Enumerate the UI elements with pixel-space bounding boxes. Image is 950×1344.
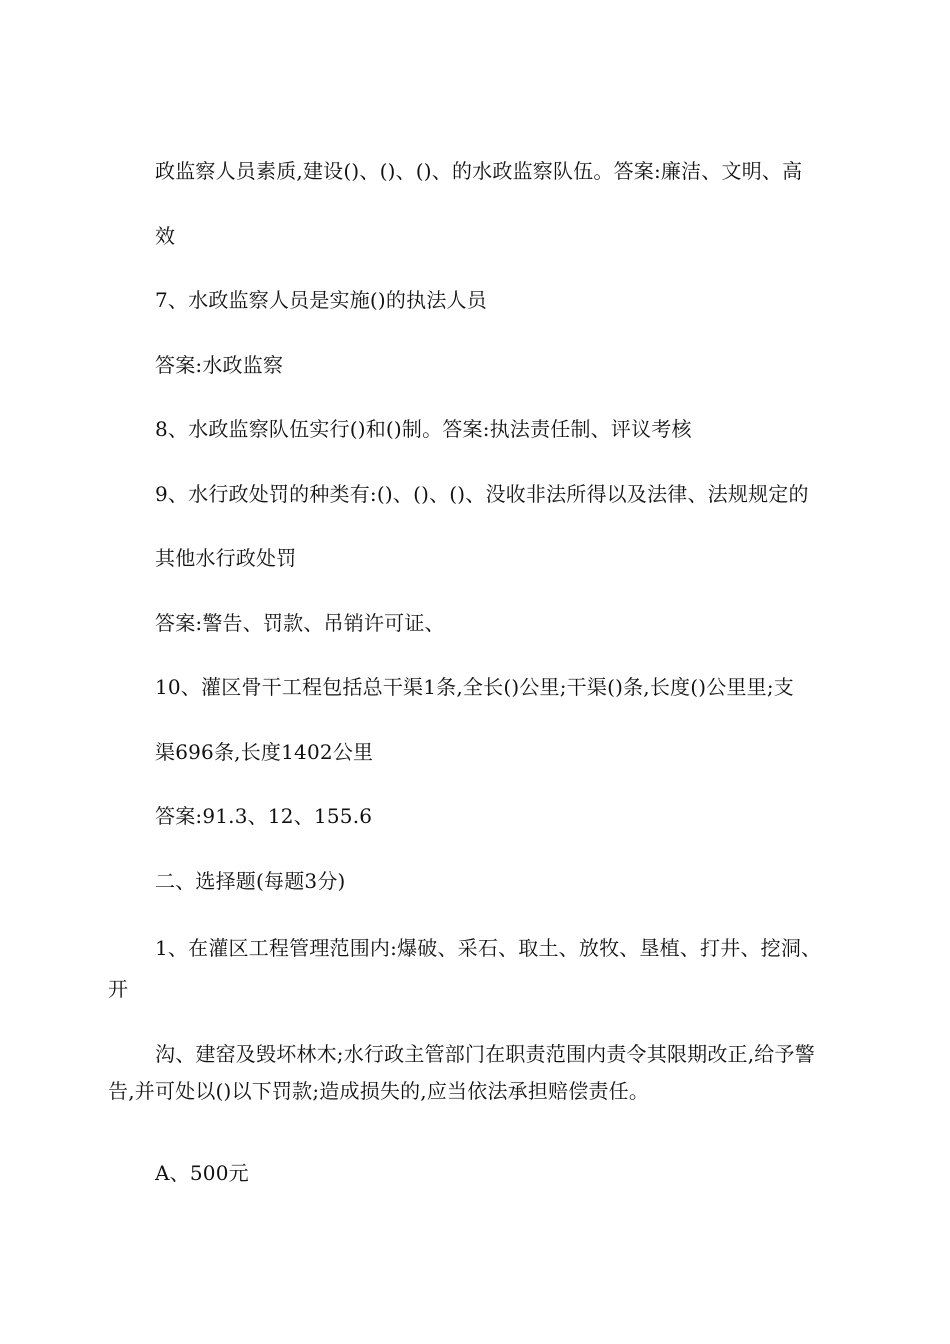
- text-line: 政监察人员素质,建设()、()、()、的水政监察队伍。答案:廉洁、文明、高: [155, 159, 803, 183]
- text-line: 渠696条,长度1402公里: [155, 740, 374, 764]
- answer-7: 答案:水政监察: [155, 353, 284, 377]
- text-line: 告,并可处以()以下罚款;造成损失的,应当依法承担赔偿责任。: [108, 1079, 650, 1103]
- text-line: 效: [155, 224, 176, 248]
- question-8: 8、水政监察队伍实行()和()制。答案:执法责任制、评议考核: [155, 417, 692, 441]
- section-heading: 二、选择题(每题3分): [155, 869, 346, 893]
- text-line: 沟、建窑及毁坏林木;水行政主管部门在职责范围内责令其限期改正,给予警: [155, 1042, 815, 1066]
- answer-9: 答案:警告、罚款、吊销许可证、: [155, 611, 445, 635]
- question-7: 7、水政监察人员是实施()的执法人员: [155, 288, 487, 312]
- text-line: 开: [108, 977, 129, 1001]
- answer-10: 答案:91.3、12、155.6: [155, 804, 373, 828]
- question-10: 10、灌区骨干工程包括总干渠1条,全长()公里;干渠()条,长度()公里里;支: [155, 675, 794, 699]
- option-a: A、500元: [155, 1161, 249, 1185]
- question-9: 9、水行政处罚的种类有:()、()、()、没收非法所得以及法律、法规规定的: [155, 482, 809, 506]
- text-line: 其他水行政处罚: [155, 546, 297, 570]
- choice-question-1: 1、在灌区工程管理范围内:爆破、采石、取土、放牧、垦植、打井、挖洞、: [155, 936, 822, 960]
